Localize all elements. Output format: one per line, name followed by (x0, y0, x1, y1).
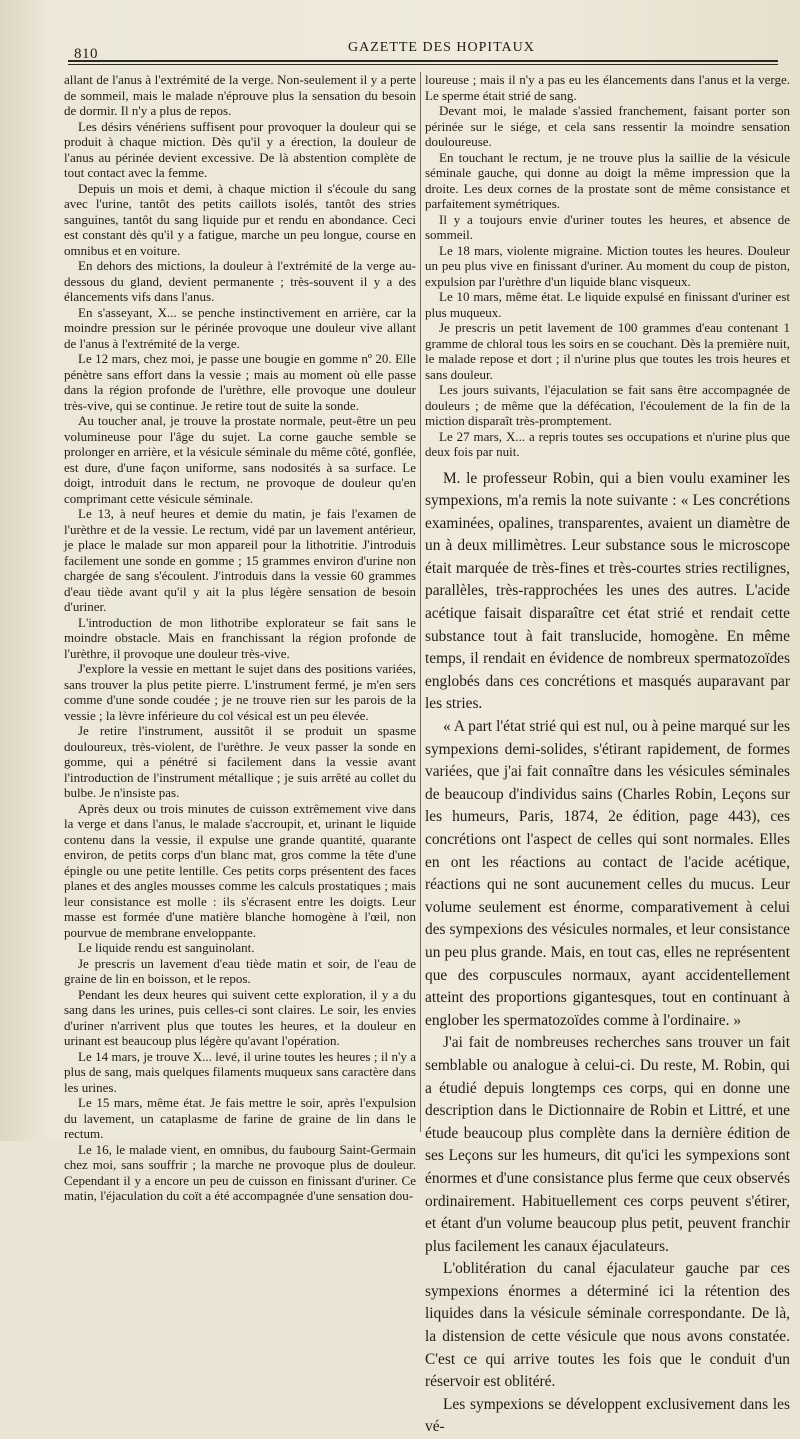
paragraph: Devant moi, le malade s'assied franchement, faisant porter son périnée sur le siége, et cela sans ressentir la moindre sensation douloureuse. (425, 103, 790, 149)
header-rule (68, 60, 778, 65)
paragraph: Le 13, à neuf heures et demie du matin, je fais l'examen de l'urèthre et de la vessie. Le rectum, vidé par un lavement antérieur, je place le malade sur mon appareil pour la lithotritie. J'introduis facilement une sonde en gomme ; 15 grammes environ d'urine non chargée de sang s'écoulent. J'introduis dans la vessie 60 grammes d'eau tiède avant qu'il y ait la plus légère sensation de besoin d'uriner. (64, 506, 416, 614)
paragraph: M. le professeur Robin, qui a bien voulu examiner les sympexions, m'a remis la note suivante : « Les concrétions examinées, opalines, transparentes, avaient un diamètre de un à deux millimètres. Leur substance sous le microscope était marquée de très-fines et très-courtes stries rectilignes, parallèles, très-rapprochées les unes des autres. L'acide acétique faisait disparaître cet état strié et rendait cette substance tout à fait translucide, homogène. En même temps, il rendait en évidence de nombreux spermatozoïdes englobés dans ces concrétions et masqués auparavant par les stries. (425, 469, 790, 713)
right-column (425, 72, 790, 1436)
paragraph: Les sympexions se développent exclusivement dans les vé- (425, 1395, 790, 1436)
column-divider (420, 72, 421, 1132)
paragraph: En touchant le rectum, je ne trouve plus la saillie de la vésicule séminale gauche, qui donne au doigt la même impression que la droite. Les deux cornes de la prostate sont de même consistance et parfaitement symétriques. (425, 149, 790, 211)
paragraph: L'oblitération du canal éjaculateur gauche par ces sympexions énormes a déterminé ici la rétention des liquides dans la vésicule séminale correspondante. De là, la distension de cette vésicule que nous avons constatée. C'est ce qui arrive toutes les fois que le conduit d'un réservoir est oblitéré. (425, 1260, 790, 1391)
paragraph: Le 10 mars, même état. Le liquide expulsé en finissant d'uriner est plus muqueux. (425, 289, 790, 320)
running-title: GAZETTE DES HOPITAUX (348, 40, 535, 55)
paragraph: Depuis un mois et demi, à chaque miction il s'écoule du sang avec l'urine, tantôt des petits caillots isolés, tantôt des stries sanguines, tantôt du sang liquide pur et rendu en abondance. Ceci est constant dès qu'il y a fatigue, marche un peu longue, course en omnibus et en voiture. (64, 180, 416, 258)
paragraph: J'explore la vessie en mettant le sujet dans des positions variées, sans trouver la plus petite pierre. L'instrument fermé, je m'en sers comme d'une sonde coudée ; je ne trouve rien sur les parois de la vessie ; la lèvre inférieure du col vésical est un peu élevée. (64, 661, 416, 723)
paragraph: En s'asseyant, X... se penche instinctivement en arrière, car la moindre pression sur le périnée provoque une douleur vive allant de l'anus à l'extrémité de la verge. (64, 304, 416, 351)
paragraph: Après deux ou trois minutes de cuisson extrêmement vive dans la verge et dans l'anus, le malade s'accroupit, et, urinant le liquide contenu dans la vessie, il expulse une grande quantité, quarante environ, de petits corps d'un blanc mat, gros comme la tête d'une épingle ou une petite lentille. Ces petits corps présentent des faces planes et des angles mousses comme les calculs prostatiques ; mais leur consistance est molle : ils s'écrasent entre les doigts. Leur masse est formée d'une matière blanche homogène à l'œil, non pourvue de membrane enveloppante. (64, 800, 416, 940)
paragraph: Je prescris un lavement d'eau tiède matin et soir, de l'eau de graine de lin en boisson, et le repos. (64, 955, 416, 986)
left-column (64, 72, 416, 1203)
paragraph: Les désirs vénériens suffisent pour provoquer la douleur qui se produit à chaque miction. Dès qu'il y a érection, la douleur de l'anus au périnée devient excessive. De là abstention complète de tout contact avec la femme. (64, 118, 416, 180)
paragraph: Le 15 mars, même état. Je fais mettre le soir, après l'expulsion du lavement, un cataplasme de farine de graine de lin dans le rectum. (64, 1095, 416, 1141)
paragraph: Les jours suivants, l'éjaculation se fait sans être accompagnée de douleurs ; de même que la défécation, l'écoulement de la fin de la miction disparaît très-promptement. (425, 382, 790, 428)
paragraph: « A part l'état strié qui est nul, ou à peine marqué sur les sympexions demi-solides, s'étirant rapidement, de formes variées, que j'ai fait connaître dans les vésicules séminales de beaucoup d'individus sains (Charles Robin, Leçons sur les humeurs, Paris, 1874, 2e édition, page 443), ces concrétions ont l'aspect de celles qui sont normales. Elles en ont les réactions au contact de l'acide acétique, réactions qui ne sont aucunement celles du mucus. Leur volume seulement est énorme, comparativement à celui des sympexions des vésicules normales, et leur consistance un peu plus grande. Mais, en tout cas, elles ne représentent que des corpuscules normaux, ayant accidentellement atteint des proportions gigantesques, tout en continuant à englober les spermatozoïdes comme à l'ordinaire. » (425, 718, 790, 1029)
paragraph: Le 16, le malade vient, en omnibus, du faubourg Saint-Germain chez moi, sans souffrir ; la marche ne provoque plus de douleur. Cependant il y a encore un peu de cuisson en finissant d'uriner. Ce matin, l'éjaculation du coït a été accompagnée d'une sensation dou- (64, 1141, 416, 1203)
paragraph: Le 27 mars, X... a repris toutes ses occupations et n'urine plus que deux fois par nuit. (425, 428, 790, 459)
paragraph: J'ai fait de nombreuses recherches sans trouver un fait semblable ou analogue à celui-ci. Du reste, M. Robin, qui a étudié depuis longtemps ces corps, qui en donne une description dans le Dictionnaire de Robin et Littré, et une étude beaucoup plus complète dans la dernière édition de ses Leçons sur les humeurs, dit qu'ici les sympexions sont énormes et d'une consistance plus ferme que ceux observés ordinairement. Habituellement ces corps peuvent s'étirer, et étant d'un volume beaucoup plus petit, peuvent franchir plus facilement les canaux éjaculateurs. (425, 1034, 790, 1255)
page-header (58, 38, 778, 68)
paragraph: loureuse ; mais il n'y a pas eu les élancements dans l'anus et la verge. Le sperme était strié de sang. (425, 72, 790, 103)
paragraph: Je retire l'instrument, aussitôt il se produit un spasme douloureux, très-violent, de l'urèthre. Je veux passer la sonde en gomme, qui a pénétré si facilement dans la vessie avant l'introduction de l'instrument métallique ; je suis arrêté au collet du bulbe. Je n'insiste pas. (64, 723, 416, 800)
paragraph: Le 12 mars, chez moi, je passe une bougie en gomme nº 20. Elle pénètre sans effort dans la vessie ; mais au moment où elle passe dans la région profonde de l'urèthre, elle provoque une douleur très-vive, qui se continue. Je retire tout de suite la sonde. (64, 351, 416, 413)
paragraph: Le liquide rendu est sanguinolant. (78, 940, 255, 955)
paragraph: Au toucher anal, je trouve la prostate normale, peut-être un peu volumineuse pour l'âge du sujet. La corne gauche semble se prolonger en arrière, et la vésicule séminale du même côté, gonflée, est dure, d'une façon uniforme, sans nodosités à sa surface. Le doigt, introduit dans le rectum, ne provoque de douleur qu'en comprimant cette vésicule séminale. (64, 413, 416, 506)
section-gap (425, 460, 790, 468)
paragraph: Je prescris un petit lavement de 100 grammes d'eau contenant 1 gramme de chloral tous les soirs en se couchant. Dès la première nuit, le malade repose et dort ; il n'urine plus que toutes les trois heures et sans douleur. (425, 320, 790, 382)
paragraph: En dehors des mictions, la douleur à l'extrémité de la verge au-dessous du gland, devient permanente ; très-souvent il y a des élancements vifs dans l'anus. (64, 258, 416, 304)
paragraph: Le 18 mars, violente migraine. Miction toutes les heures. Douleur un peu plus vive en finissant d'uriner. Au moment du coup de piston, expulsion par l'urèthre d'un liquide blanc visqueux. (425, 242, 790, 289)
paragraph: L'introduction de mon lithotribe explorateur se fait sans le moindre obstacle. Mais en franchissant la région profonde de l'urèthre, il provoque une douleur très-vive. (64, 614, 416, 661)
paragraph: Il y a toujours envie d'uriner toutes les heures, et absence de sommeil. (425, 211, 790, 242)
page-number: 810 (74, 46, 98, 62)
paragraph: allant de l'anus à l'extrémité de la verge. Non-seulement il y a perte de sommeil, mais le malade n'éprouve plus la sensation du besoin de dormir. Il n'y a plus de repos. (64, 72, 416, 118)
paragraph: Pendant les deux heures qui suivent cette exploration, il y a du sang dans les urines, puis celles-ci sont claires. Le soir, les envies d'uriner n'arrivent plus que toutes les heures, et la douleur en urinant est beaucoup plus légère qu'avant l'opération. (64, 986, 416, 1048)
paragraph: Le 14 mars, je trouve X... levé, il urine toutes les heures ; il n'y a plus de sang, mais quelques filaments muqueux sans caractère dans les urines. (64, 1048, 416, 1095)
